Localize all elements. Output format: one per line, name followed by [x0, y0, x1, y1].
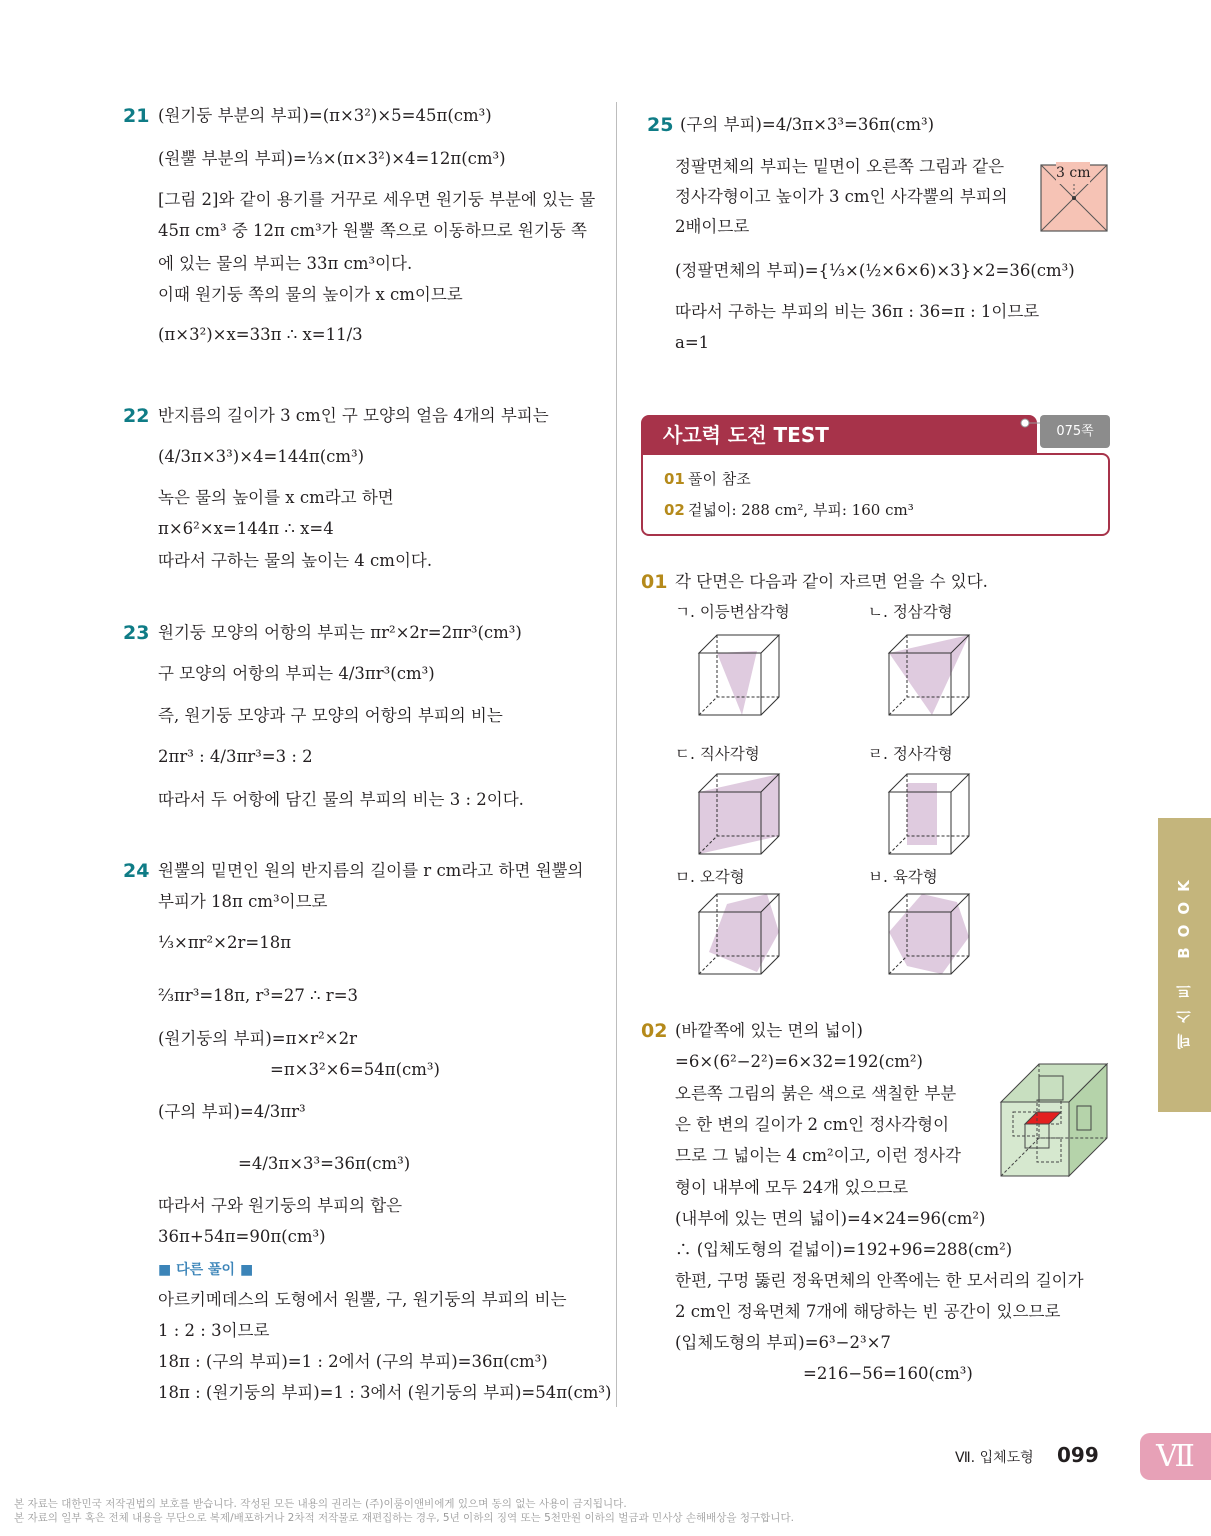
test-answer-box [641, 453, 1110, 536]
solution-line: 정사각형이고 높이가 3 cm인 사각뿔의 부피의 [675, 187, 1008, 206]
section-caption: ㄹ. 정사각형 [868, 745, 953, 763]
answer-text: 풀이 참조 [688, 470, 751, 488]
alt-solution-label: ■ 다른 풀이 ■ [158, 1262, 254, 1278]
solution-line: (구의 부피)=4/3πr³ [158, 1102, 306, 1121]
section-caption: ㅂ. 육각형 [868, 868, 938, 886]
page-reference: 075쪽 [1056, 424, 1094, 439]
solution-line: 므로 그 넓이는 4 cm²이고, 이런 정사각 [675, 1146, 961, 1165]
page-reference-badge [1040, 415, 1110, 448]
solution-line: 에 있는 물의 부피는 33π cm³이다. [158, 254, 413, 273]
solution-line: (내부에 있는 면의 넓이)=4×24=96(cm²) [675, 1209, 986, 1228]
column-divider [616, 102, 617, 1407]
holed-cube-figure [999, 1062, 1109, 1178]
solution-line: 원기둥 모양의 어항의 부피는 πr²×2r=2πr³(cm³) [158, 623, 522, 642]
chapter-badge-text: Ⅶ [1156, 1439, 1195, 1474]
solution-line: 부피가 18π cm³이므로 [158, 892, 328, 911]
problem-number: 21 [123, 105, 150, 127]
cube-square [887, 772, 973, 858]
solution-line: 1 : 2 : 3이므로 [158, 1321, 270, 1340]
solution-line: 45π cm³ 중 12π cm³가 원뿔 쪽으로 이동하므로 원기둥 쪽 [158, 221, 587, 240]
section-caption: ㄴ. 정삼각형 [868, 603, 953, 621]
solution-line: 36π+54π=90π(cm³) [158, 1227, 326, 1246]
solution-line: (원뿔 부분의 부피)=⅓×(π×3²)×4=12π(cm³) [158, 149, 506, 168]
solution-line: (입체도형의 부피)=6³−2³×7 [675, 1333, 891, 1352]
problem-number: 25 [647, 114, 674, 136]
pin-icon [1020, 417, 1042, 429]
copyright-line: 본 자료는 대한민국 저작권법의 보호를 받습니다. 작성된 모든 내용의 권리는 (주)이룸이앤비에게 있으며 동의 없는 사용이 금지됩니다. [14, 1498, 627, 1510]
solution-line: 은 한 변의 길이가 2 cm인 정사각형이 [675, 1115, 950, 1134]
solution-line: 18π : (원기둥의 부피)=1 : 3에서 (원기둥의 부피)=54π(cm³) [158, 1383, 612, 1402]
cube-rectangle [697, 772, 783, 858]
solution-line: 이때 원기둥 쪽의 물의 높이가 x cm이므로 [158, 285, 463, 304]
solution-number: 02 [641, 1020, 668, 1042]
solution-line: (원기둥의 부피)=π×r²×2r [158, 1029, 357, 1048]
solution-line: 원뿔의 밑면인 원의 반지름의 길이를 r cm라고 하면 원뿔의 [158, 861, 584, 880]
solution-line: (4/3π×3³)×4=144π(cm³) [158, 447, 365, 466]
solution-line: 각 단면은 다음과 같이 자르면 얻을 수 있다. [675, 572, 988, 591]
solution-line: =4/3π×3³=36π(cm³) [238, 1154, 411, 1173]
solution-line: 정팔면체의 부피는 밑면이 오른쪽 그림과 같은 [675, 157, 1005, 176]
solution-line: 2배이므로 [675, 217, 750, 236]
problem-number: 22 [123, 405, 150, 427]
test-title: 사고력 도전 TEST [663, 423, 829, 447]
solution-line: 한편, 구멍 뚫린 정육면체의 안쪽에는 한 모서리의 길이가 [675, 1271, 1084, 1290]
solution-line: =216−56=160(cm³) [803, 1364, 973, 1383]
answer-number: 02 [664, 501, 685, 519]
section-caption: ㄱ. 이등변삼각형 [675, 603, 790, 621]
solution-line: 형이 내부에 모두 24개 있으므로 [675, 1178, 909, 1197]
cube-equilateral-triangle [887, 633, 973, 719]
solution-line: ⅔πr³=18π, r³=27 ∴ r=3 [158, 986, 359, 1005]
solution-number: 01 [641, 571, 668, 593]
solution-line: (정팔면체의 부피)={⅓×(½×6×6)×3}×2=36(cm³) [675, 261, 1075, 280]
problem-number: 23 [123, 622, 150, 644]
solution-line: 즉, 원기둥 모양과 구 모양의 어항의 부피의 비는 [158, 706, 503, 725]
solution-line: 아르키메데스의 도형에서 원뿔, 구, 원기둥의 부피의 비는 [158, 1290, 567, 1309]
solution-line: 18π : (구의 부피)=1 : 2에서 (구의 부피)=36π(cm³) [158, 1352, 548, 1371]
solution-line: 따라서 구하는 물의 높이는 4 cm이다. [158, 551, 433, 570]
solution-line: 따라서 구와 원기둥의 부피의 합은 [158, 1196, 403, 1215]
section-caption: ㅁ. 오각형 [675, 868, 745, 886]
solution-line: (π×3²)×x=33π ∴ x=11/3 [158, 325, 363, 344]
solution-line: 녹은 물의 높이를 x cm라고 하면 [158, 488, 394, 507]
solution-line: 2πr³ : 4/3πr³=3 : 2 [158, 747, 313, 766]
section-caption: ㄷ. 직사각형 [675, 745, 760, 763]
page-number: 099 [1057, 1443, 1099, 1467]
answer-number: 01 [664, 470, 685, 488]
copyright-line: 본 자료의 일부 혹은 전체 내용을 무단으로 복제/배포하거나 2차적 저작물로 재편집하는 경우, 5년 이하의 징역 또는 5천만원 이하의 벌금과 민사상 손해배상을 청구합니다. [14, 1512, 794, 1524]
solution-line: π×6²×x=144π ∴ x=4 [158, 519, 334, 538]
solution-line: (구의 부피)=4/3π×3³=36π(cm³) [680, 115, 935, 134]
chapter-badge [1140, 1433, 1211, 1480]
cube-hexagon [887, 892, 973, 978]
problem-number: 24 [123, 860, 150, 882]
solution-line: 반지름의 길이가 3 cm인 구 모양의 얼음 4개의 부피는 [158, 406, 549, 425]
solution-line: 따라서 구하는 부피의 비는 36π : 36=π : 1이므로 [675, 302, 1040, 321]
side-tab-label: 테스트 BOOK [1175, 870, 1193, 1050]
cube-pentagon [697, 892, 783, 978]
solution-line: a=1 [675, 333, 710, 352]
solution-line: ⅓×πr²×2r=18π [158, 933, 292, 952]
answer-text: 겉넓이: 288 cm², 부피: 160 cm³ [688, 501, 914, 519]
solution-line: 구 모양의 어항의 부피는 4/3πr³(cm³) [158, 664, 435, 683]
figure-label: 3 cm [1056, 162, 1090, 184]
chapter-label: Ⅶ. 입체도형 [955, 1450, 1034, 1466]
solution-line: 따라서 두 어항에 담긴 물의 부피의 비는 3 : 2이다. [158, 790, 524, 809]
solution-line: (바깥쪽에 있는 면의 넓이) [675, 1021, 863, 1040]
solution-line: =π×3²×6=54π(cm³) [270, 1060, 440, 1079]
solution-line: 오른쪽 그림의 붉은 색으로 색칠한 부분 [675, 1084, 957, 1103]
solution-line: 2 cm인 정육면체 7개에 해당하는 빈 공간이 있으므로 [675, 1302, 1061, 1321]
cube-isosceles-triangle [697, 633, 783, 719]
solution-line: =6×(6²−2²)=6×32=192(cm²) [675, 1052, 923, 1071]
solution-line: ∴ (입체도형의 겉넓이)=192+96=288(cm²) [675, 1240, 1013, 1259]
test-header [641, 415, 1037, 455]
solution-line: [그림 2]와 같이 용기를 거꾸로 세우면 원기둥 부분에 있는 물 [158, 190, 596, 209]
solution-line: (원기둥 부분의 부피)=(π×3²)×5=45π(cm³) [158, 106, 492, 125]
